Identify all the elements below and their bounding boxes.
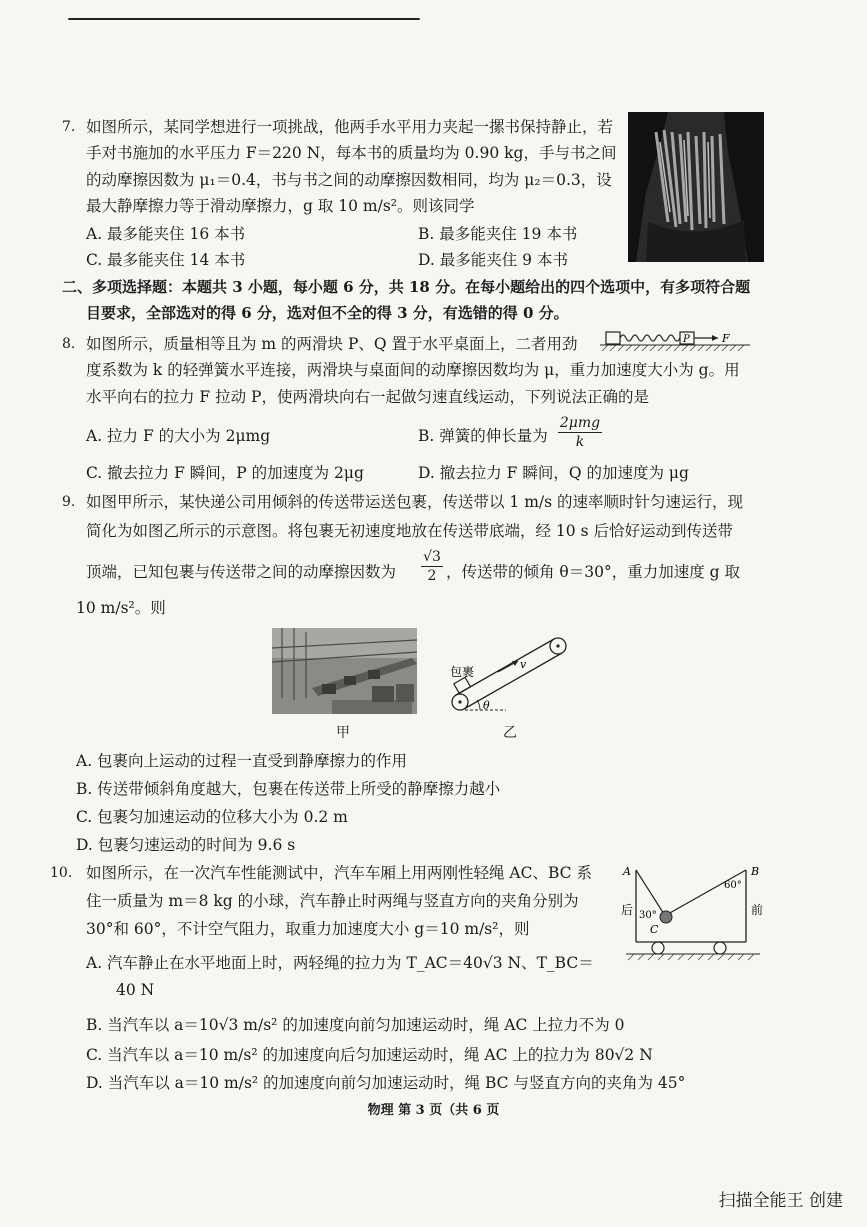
q9-line-2: 简化为如图乙所示的示意图。将包裹无初速度地放在传送带底端，经 10 s 后恰好运动到传送带	[86, 522, 733, 540]
q9-option-a: A. 包裹向上运动的过程一直受到静摩擦力的作用	[76, 752, 408, 770]
section-2-title-line-2: 目要求，全部选对的得 6 分，选对但不全的得 3 分，有选错的得 0 分。	[86, 304, 569, 322]
top-rule	[68, 18, 420, 20]
q10-option-d: D. 当汽车以 a＝10 m/s² 的加速度向前匀加速运动时，绳 BC 与竖直方向的夹角为 45°	[86, 1074, 686, 1092]
scanner-watermark: 扫描全能王 创建	[718, 1191, 843, 1211]
q8-option-b-fraction	[558, 414, 602, 451]
fraction-denominator: 2	[427, 568, 437, 584]
angle-60-label: 60°	[724, 880, 742, 891]
q8-option-b-prefix: B. 弹簧的伸长量为	[418, 427, 548, 445]
q10-line-1: 如图所示，在一次汽车性能测试中，汽车车厢上用两刚性轻绳 AC、BC 系	[86, 864, 592, 882]
q7-line-3: 的动摩擦因数为 μ₁＝0.4，书与书之间的动摩擦因数相同，均为 μ₂＝0.3，设	[86, 171, 612, 189]
label-f: F	[722, 332, 730, 345]
conveyor-diagram	[446, 632, 576, 722]
q10-option-c: C. 当汽车以 a＝10 m/s² 的加速度向后匀加速运动时，绳 AC 上的拉力为 80√2 N	[86, 1046, 653, 1064]
q10-line-2: 住一质量为 m＝8 kg 的小球，汽车静止时两绳与竖直方向的夹角分别为	[86, 892, 579, 910]
wheel-icon	[714, 942, 726, 954]
rear-label: 后	[621, 903, 634, 917]
q9-number: 9.	[62, 494, 76, 510]
car-rope-figure	[620, 862, 770, 966]
section-2-title: 二、多项选择题：本题共 3 小题，每小题 6 分，共 18 分。在每小题给出的四个选项中，有多项符合题	[62, 278, 751, 296]
label-c: C	[650, 923, 659, 936]
velocity-label: v	[520, 658, 527, 671]
books-photo	[628, 112, 764, 262]
figure-yi-label: 乙	[503, 725, 517, 741]
q7-option-d: D. 最多能夹住 9 本书	[418, 251, 568, 269]
front-label: 前	[751, 903, 764, 917]
label-a: A	[623, 865, 631, 878]
q7-line-1: 如图所示，某同学想进行一项挑战，他两手水平用力夹起一摞书保持静止，若	[86, 118, 614, 136]
q7-line-2: 手对书施加的水平压力 F＝220 N，每本书的质量均为 0.90 kg，手与书之间	[86, 144, 617, 162]
q8-line-3: 水平向右的拉力 F 拉动 P，使两滑块向右一起做匀速直线运动，下列说法正确的是	[86, 388, 649, 406]
figure-jia-label: 甲	[336, 725, 350, 741]
q9-fraction	[421, 548, 443, 585]
q9-line-4: 10 m/s²。则	[76, 599, 166, 617]
q9-line-3-prefix: 顶端，已知包裹与传送带之间的动摩擦因数为	[86, 563, 397, 581]
spring-block-figure	[600, 329, 760, 353]
q9-option-b: B. 传送带倾斜角度越大，包裹在传送带上所受的静摩擦力越小	[76, 780, 501, 798]
q7-number: 7.	[62, 119, 76, 135]
page-footer: 物理 第 3 页（共 6 页	[367, 1103, 500, 1118]
block-q	[606, 332, 620, 344]
q9-line-3-suffix: ，传送带的倾角 θ＝30°，重力加速度 g 取	[446, 563, 741, 581]
conveyor-photo	[272, 628, 417, 714]
q9-line-1: 如图甲所示，某快递公司用倾斜的传送带运送包裹，传送带以 1 m/s 的速率顺时针匀速运行，现	[86, 493, 744, 511]
q9-option-d: D. 包裹匀速运动的时间为 9.6 s	[76, 836, 296, 854]
package-label: 包裹	[450, 665, 475, 679]
fraction-numerator: √3	[421, 548, 443, 567]
q10-option-a-line-1: A. 汽车静止在水平地面上时，两轻绳的拉力为 T_AC＝40√3 N、T_BC＝	[86, 954, 594, 972]
spring-icon	[620, 335, 680, 341]
ball-icon	[660, 911, 672, 923]
q8-number: 8.	[62, 336, 76, 352]
theta-label: θ	[483, 699, 490, 712]
wheel-icon	[652, 942, 664, 954]
label-p: P	[683, 334, 690, 345]
q9-option-c: C. 包裹匀加速运动的位移大小为 0.2 m	[76, 808, 348, 826]
q7-option-a: A. 最多能夹住 16 本书	[86, 225, 246, 243]
fraction-numerator: 2μmg	[559, 415, 601, 431]
q10-option-a-line-2: 40 N	[116, 981, 155, 999]
q7-option-b: B. 最多能夹住 19 本书	[418, 225, 578, 243]
angle-30-label: 30°	[639, 910, 657, 921]
q7-option-c: C. 最多能夹住 14 本书	[86, 251, 246, 269]
q8-option-d: D. 撤去拉力 F 瞬间，Q 的加速度为 μg	[418, 464, 689, 482]
q8-line-2: 度系数为 k 的轻弹簧水平连接，两滑块与桌面间的动摩擦因数均为 μ，重力加速度大小为 g。用	[86, 361, 740, 379]
q8-line-1: 如图所示，质量相等且为 m 的两滑块 P、Q 置于水平桌面上，二者用劲	[86, 335, 578, 353]
fraction-denominator: k	[575, 434, 585, 450]
q10-number: 10.	[50, 865, 73, 881]
q7-line-4: 最大静摩擦力等于滑动摩擦力，g 取 10 m/s²。则该同学	[86, 197, 475, 215]
arrow-icon	[712, 335, 718, 341]
q8-option-c: C. 撤去拉力 F 瞬间，P 的加速度为 2μg	[86, 464, 364, 482]
q8-option-a: A. 拉力 F 的大小为 2μmg	[86, 427, 271, 445]
q10-option-b: B. 当汽车以 a＝10√3 m/s² 的加速度向前匀加速运动时，绳 AC 上拉力不为 0	[86, 1016, 625, 1034]
q10-line-3: 30°和 60°，不计空气阻力，取重力加速度大小 g＝10 m/s²，则	[86, 920, 530, 938]
label-b: B	[751, 865, 760, 878]
